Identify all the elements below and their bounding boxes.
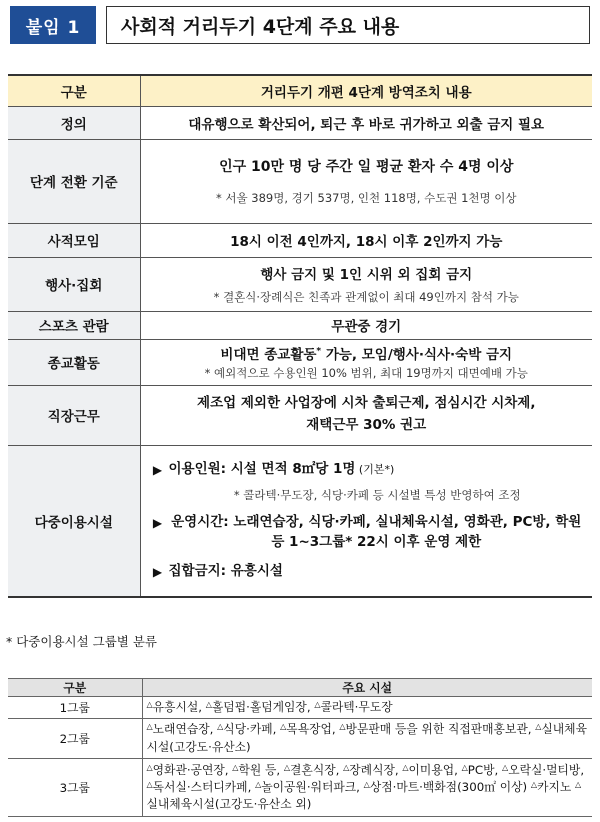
page-header [10,6,590,44]
facility-item: 방문판매 등을 위한 직접판매홍보관, [345,722,536,737]
table-row [8,257,592,311]
table-row [8,385,592,445]
row-label: 행사·집회 [8,257,140,311]
facility-item: 이미용업, [408,762,462,777]
row-content: 행사 금지 및 1인 시위 외 집회 금지 [260,267,473,283]
main-table-header [8,75,592,106]
facility-item: 장례식장, [349,762,403,777]
row-label: 종교활동 [8,339,140,385]
triangle-icon: △ [502,762,509,772]
facility-bullets [140,445,592,597]
triangle-icon: △ [314,699,321,709]
triangle-icon: △ [205,699,212,709]
bullet-text: 운영시간: 노래연습장, 식당·카페, 실내체육시설, 영화관, PC방, 학원 등 1~3그룹* 22시 이후 운영 제한 [171,514,582,550]
header-col-content: 거리두기 개편 4단계 방역조치 내용 [140,75,592,106]
triangle-icon: △ [461,762,468,772]
facility-item: 실내체육시설(고강도·유산소) [146,722,587,754]
facility-item: 목욕장업, [286,722,340,737]
attachment-badge: 붙임 1 [10,6,96,44]
group-name: 1그룹 [8,697,142,719]
facility-item: 식당·카페, [223,722,281,737]
row-content-cell [140,385,592,445]
triangle-icon: △ [575,779,582,789]
header-col-category: 구분 [8,75,140,106]
triangle-icon: △ [283,762,291,772]
row-note: * 결혼식·장례식은 친족과 관계없이 최대 49인까지 참석 가능 [213,290,519,304]
triangle-icon: △ [217,722,224,732]
group-table-header [8,679,592,697]
header-col-group: 구분 [8,679,142,697]
row-note: * 예외적으로 수용인원 10% 범위, 최대 19명까지 대면예배 가능 [204,366,528,380]
row-label: 직장근무 [8,385,140,445]
facility-item: 상점·마트·백화점(300㎡ 이상) [369,779,531,794]
triangle-icon: △ [255,779,262,789]
triangle-icon: △ [280,722,287,732]
row-label: 스포츠 관람 [8,311,140,339]
row-content: 인구 10만 명 당 주간 일 평균 환자 수 4명 이상 [219,159,514,175]
table-row [8,719,592,759]
table-row [8,445,592,597]
table-row [8,759,592,817]
triangle-icon: △ [146,762,153,772]
group-facilities [142,719,592,759]
row-content-cell [140,257,592,311]
row-content-cell [140,139,592,223]
bullet-ban [147,562,585,582]
row-label: 정의 [8,106,140,139]
row-content [220,343,512,363]
triangle-bullet-icon: ▶ [152,565,163,580]
row-content-pre: 비대면 종교활동 [220,347,317,363]
facility-item: 오락실·멀티방, [508,762,585,777]
facility-item: 카지노 [537,779,575,794]
triangle-icon: △ [339,722,346,732]
bullet-capacity [147,460,585,480]
row-content-line2: 재택근무 30% 권고 [306,417,427,433]
triangle-icon: △ [146,722,153,732]
facility-item: 영화관·공연장, [152,762,233,777]
footnote-mark: * [316,346,322,357]
triangle-icon: △ [146,699,153,709]
triangle-icon: △ [146,779,153,789]
row-content-line1: 제조업 제외한 사업장에 시차 출퇴근제, 점심시간 시차제, [197,395,536,412]
triangle-icon: △ [363,779,370,789]
facility-item: 학원 등, [238,762,284,777]
bullet-note: * 콜라텍·무도장, 식당·카페 등 시설별 특성 반영하여 조정 [233,488,521,503]
table-row [8,311,592,339]
section-note: * 다중이용시설 그룹별 분류 [6,634,157,649]
facility-item: PC방, [467,762,503,777]
header-col-facilities: 주요 시설 [142,679,592,697]
facility-item: 실내체육시설(고강도·유산소 외) [146,797,312,812]
row-content-post: 가능, 모임/행사·식사·숙박 금지 [321,347,513,363]
table-row [8,339,592,385]
triangle-icon: △ [343,762,350,772]
bullet-text: 이용인원: 시설 면적 8㎡당 1명 [168,460,356,477]
facility-item: 결혼식장, [290,762,344,777]
facility-item: 노래연습장, [152,722,218,737]
row-content-cell [140,339,592,385]
table-row [8,223,592,257]
facility-item: 홀덤펍·홀덤게임장, [211,699,315,714]
table-row [8,106,592,139]
triangle-icon: △ [232,762,239,772]
facility-item: 콜라텍·무도장 [320,699,393,714]
facility-item: 놀이공원·워터파크, [261,779,364,794]
bullet-small: (기본*) [355,462,395,476]
row-content: 대유행으로 확산되어, 퇴근 후 바로 귀가하고 외출 금지 필요 [140,106,592,139]
row-label: 사적모임 [8,223,140,257]
main-table [8,74,592,598]
facility-item: 유흥시설, [152,699,206,714]
bullet-hours [147,513,585,552]
triangle-icon: △ [402,762,409,772]
row-label: 다중이용시설 [8,445,140,597]
facility-item: 독서실·스터디카페, [152,779,256,794]
row-content: 무관중 경기 [140,311,592,339]
bullet-text: 집합금지: 유흥시설 [168,563,283,580]
group-facilities [142,697,592,719]
triangle-bullet-icon: ▶ [152,516,163,531]
row-note: * 서울 389명, 경기 537명, 인천 118명, 수도권 1천명 이상 [215,191,517,205]
table-row [8,139,592,223]
row-content: 18시 이전 4인까지, 18시 이후 2인까지 가능 [140,223,592,257]
triangle-bullet-icon: ▶ [152,462,163,477]
group-name: 2그룹 [8,719,142,759]
triangle-icon: △ [530,779,538,789]
group-name: 3그룹 [8,759,142,817]
group-table [8,678,592,817]
group-facilities [142,759,592,817]
triangle-icon: △ [535,722,542,732]
row-label: 단계 전환 기준 [8,139,140,223]
table-row [8,697,592,719]
page-title: 사회적 거리두기 4단계 주요 내용 [106,6,590,44]
